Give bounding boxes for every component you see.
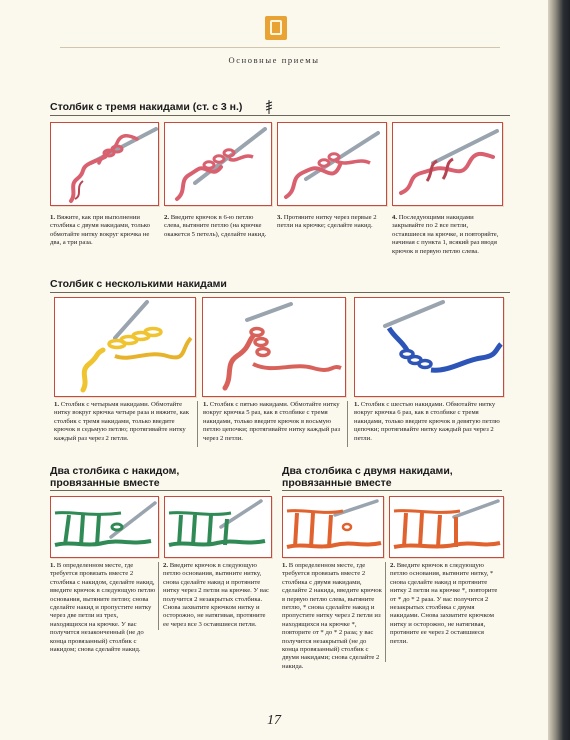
running-title: Основные приемы	[228, 55, 320, 65]
two-tr-step2-photo	[389, 496, 504, 558]
two-dc-step1-photo	[50, 496, 159, 558]
step-photo-1	[50, 122, 159, 206]
two-dc-step1-caption: 1. В определенном месте, где требуется провязать вместе 2 столбика с накидом, сделайте накид, введите крючок в следующую петлю основания, вытяните петлю; снова сделайте накид и пропустите нитку через две петли из трех, находящихся на крючке. У вас получится незаконченный (не до конца провязанный) столбик с накидом; снова сделайте накид.	[50, 562, 156, 654]
section-rule	[282, 490, 502, 491]
six-yarnover-photo	[354, 297, 504, 397]
four-yarnover-caption: 1. Столбик с четырьмя накидами. Обмотайте нитку вокруг крючка четыре раза и вяжите, как столбик с тремя накидами, только введите крючок в седьмую петлю; протягивайте нитку каждый раз через 2 петли.	[54, 401, 189, 442]
five-yarnover-caption: 1. Столбик с пятью накидами. Обмотайте нитку вокруг крючка 5 раз, как в столбике с тремя накидами, только введите крючок в восьмую петлю цепочки; протягивайте нитку каждый раз через 2 петли.	[203, 401, 341, 442]
column-divider	[347, 401, 348, 447]
two-tr-step1-caption: 1. В определенном месте, где требуется провязать вместе 2 столбика с двумя накидами, сделайте 2 накида, введите крючок в первую петлю слева, вытяните петлю, * снова сделайте накид и пропустите нитку через 2 петли из находящихся на крючке *, повторите от * до * 2 раза; у вас получится незакрытый (не до конца провязанный) столбик с двумя накидами; снова сделайте 2 накида.	[282, 562, 382, 670]
triple-crochet-symbol-icon	[264, 100, 274, 114]
step-caption-3: 3. Протяните нитку через первые 2 петли на крючке; сделайте накид.	[277, 214, 377, 230]
four-yarnover-photo	[54, 297, 196, 397]
book-spine-edge	[548, 0, 570, 740]
section-rule	[50, 490, 270, 491]
column-divider	[385, 562, 386, 662]
step-caption-2: 2. Введите крючок в 6-ю петлю слева, вытяните петлю (на крючке окажется 5 петель), сделайте накид.	[164, 214, 267, 238]
step-photo-3	[277, 122, 387, 206]
header-divider	[60, 47, 500, 48]
five-yarnover-photo	[202, 297, 346, 397]
step-caption-1: 1. Вяжите, как при выполнении столбика с двумя накидами, только обмотайте нитку вокруг крючка не два, а три раза.	[50, 214, 151, 247]
section-rule	[50, 292, 510, 293]
two-tr-step1-photo	[282, 496, 384, 558]
step-photo-2	[164, 122, 272, 206]
page-number: 17	[267, 713, 281, 728]
section-title-triple-crochet: Столбик с тремя накидами (ст. с 3 н.)	[50, 101, 243, 113]
six-yarnover-caption: 1. Столбик с шестью накидами. Обмотайте нитку вокруг крючка 6 раз, как в столбике с тремя накидами, только введите крючок в девятую петлю цепочки; протягивайте нитку каждый раз через 2 петли.	[354, 401, 500, 442]
two-dc-step2-caption: 2. Введите крючок в следующую петлю основания, вытяните нитку, снова сделайте накид и протяните нитку через 2 петли на крючке. У вас получится 2 незакрытых столбика. Снова захватите крючком нитку и осторожно, не натягивая, протяните ее через все 3 оставшиеся петли.	[163, 562, 269, 628]
section-title-two-dc-together: Два столбика с накидом, провязанные вместе	[50, 465, 180, 489]
two-tr-step2-caption: 2. Введите крючок в следующую петлю основания, вытяните нитку, * снова сделайте накид и протяните нитку 2 петли на крючке *, повторите от * до * 2 раза. У вас получится 2 незакрытых столбика с двумя накидами. Снова захватите крючком нитку и осторожно, не натягивая, протяните ее через 2 оставшиеся петли.	[390, 562, 498, 645]
column-divider	[197, 401, 198, 447]
section-title-two-tr-together: Два столбика с двумя накидами, провязанные вместе	[282, 465, 453, 489]
step-photo-4	[392, 122, 503, 206]
two-dc-step2-photo	[164, 496, 272, 558]
step-caption-4: 4. Последующими накидами закрывайте по 2 все петли, оставшиеся на крючке, и повторяйте, начиная с пункта 1, всякий раз вводя крючок в первую петлю слева.	[392, 214, 499, 255]
section-title-multi-crochet: Столбик с несколькими накидами	[50, 278, 227, 290]
book-logo-icon	[265, 16, 287, 40]
section-rule	[50, 115, 510, 116]
column-divider	[158, 562, 159, 630]
